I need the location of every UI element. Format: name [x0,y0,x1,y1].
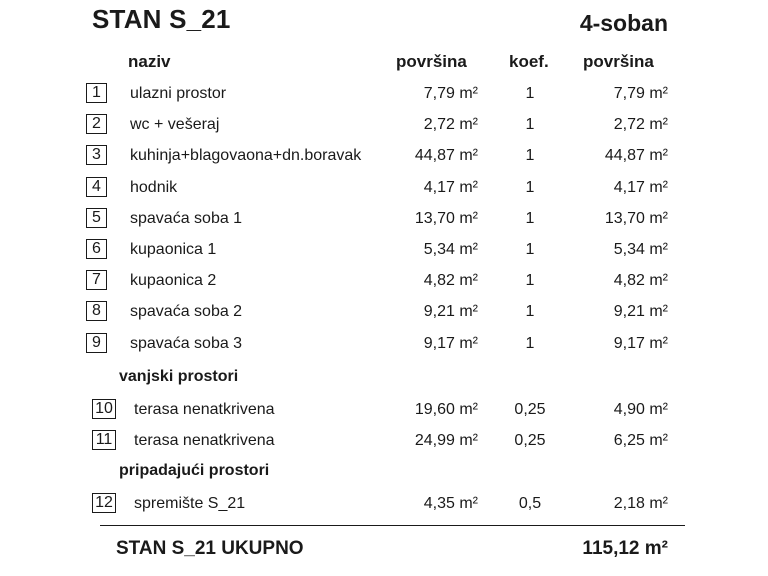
header-coef: koef. [509,52,549,71]
room-area: 9,17 m² [423,334,478,352]
header-area: površina [396,52,467,71]
room-area: 44,87 m² [414,147,478,165]
table-row [0,236,768,264]
room-name: kupaonica 1 [130,241,217,258]
room-number: 10 [92,399,116,419]
room-weighted-area: 4,17 m² [613,178,668,196]
room-area: 4,17 m² [423,178,478,196]
apartment-title: STAN S_21 [92,4,231,34]
room-number: 1 [86,83,107,103]
room-number: 5 [86,208,107,228]
room-name: hodnik [130,178,178,196]
room-number: 11 [92,430,116,450]
summary-label: STAN S_21 UKUPNO [116,538,304,559]
room-coefficient: 1 [525,178,535,196]
room-name: kupaonica 2 [130,272,217,290]
summary-value: 115,12 m² [582,538,668,559]
room-area: 2,72 m² [423,116,478,134]
room-name: spavaća soba 3 [130,334,243,352]
room-area: 4,82 m² [423,272,478,290]
room-coefficient: 1 [525,116,535,134]
table-row [0,205,768,233]
room-coefficient: 0,25 [514,432,546,449]
room-weighted-area: 5,34 m² [613,241,668,258]
table-row [0,298,768,326]
room-area: 7,79 m² [423,85,478,102]
section-belonging-heading: pripadajući prostori [119,462,270,479]
room-weighted-area: 2,18 m² [613,495,668,512]
room-coefficient: 1 [525,303,535,321]
room-weighted-area: 4,90 m² [613,401,668,418]
total-divider [100,525,685,526]
room-weighted-area: 7,79 m² [613,85,668,102]
room-coefficient: 1 [525,209,535,227]
table-row [0,330,768,358]
room-number: 4 [86,177,107,197]
room-name: kuhinja+blagovaona+dn.boravak [130,147,362,165]
room-coefficient: 1 [525,241,535,258]
room-weighted-area: 44,87 m² [604,147,668,165]
room-number: 12 [92,493,116,513]
room-number: 7 [86,270,107,290]
room-weighted-area: 9,21 m² [613,303,668,321]
room-name: terasa nenatkrivena [134,432,275,449]
table-row [0,267,768,295]
room-number: 6 [86,239,107,259]
room-area: 19,60 m² [414,401,478,418]
room-name: spremište S_21 [134,495,246,512]
table-row [0,396,768,424]
room-name: terasa nenatkrivena [134,401,275,418]
room-name: ulazni prostor [130,85,227,102]
room-coefficient: 0,25 [514,401,546,418]
room-number: 9 [86,333,107,353]
room-weighted-area: 6,25 m² [613,432,668,449]
room-name: spavaća soba 1 [130,209,243,227]
room-number: 8 [86,301,107,321]
table-row [0,490,768,518]
room-weighted-area: 4,82 m² [613,272,668,290]
room-weighted-area: 2,72 m² [613,116,668,134]
room-weighted-area: 13,70 m² [604,209,668,227]
apartment-type: 4-soban [579,10,668,36]
room-area: 13,70 m² [414,209,478,227]
room-name: wc + vešeraj [130,116,220,134]
section-outdoor-heading: vanjski prostori [119,368,239,385]
room-number: 3 [86,145,107,165]
table-row [0,80,768,108]
room-coefficient: 0,5 [518,495,542,512]
table-row [0,174,768,202]
room-number: 2 [86,114,107,134]
table-row [0,427,768,455]
table-row [0,142,768,170]
room-name: spavaća soba 2 [130,303,243,321]
room-coefficient: 1 [525,147,535,165]
room-area: 24,99 m² [414,432,478,449]
room-coefficient: 1 [525,85,535,102]
table-row [0,111,768,139]
header-name: naziv [128,52,171,71]
room-weighted-area: 9,17 m² [613,334,668,352]
header-total: površina [583,52,654,71]
room-coefficient: 1 [525,272,535,290]
room-area: 9,21 m² [423,303,478,321]
room-coefficient: 1 [525,334,535,352]
room-area: 4,35 m² [423,495,478,512]
room-area: 5,34 m² [423,241,478,258]
